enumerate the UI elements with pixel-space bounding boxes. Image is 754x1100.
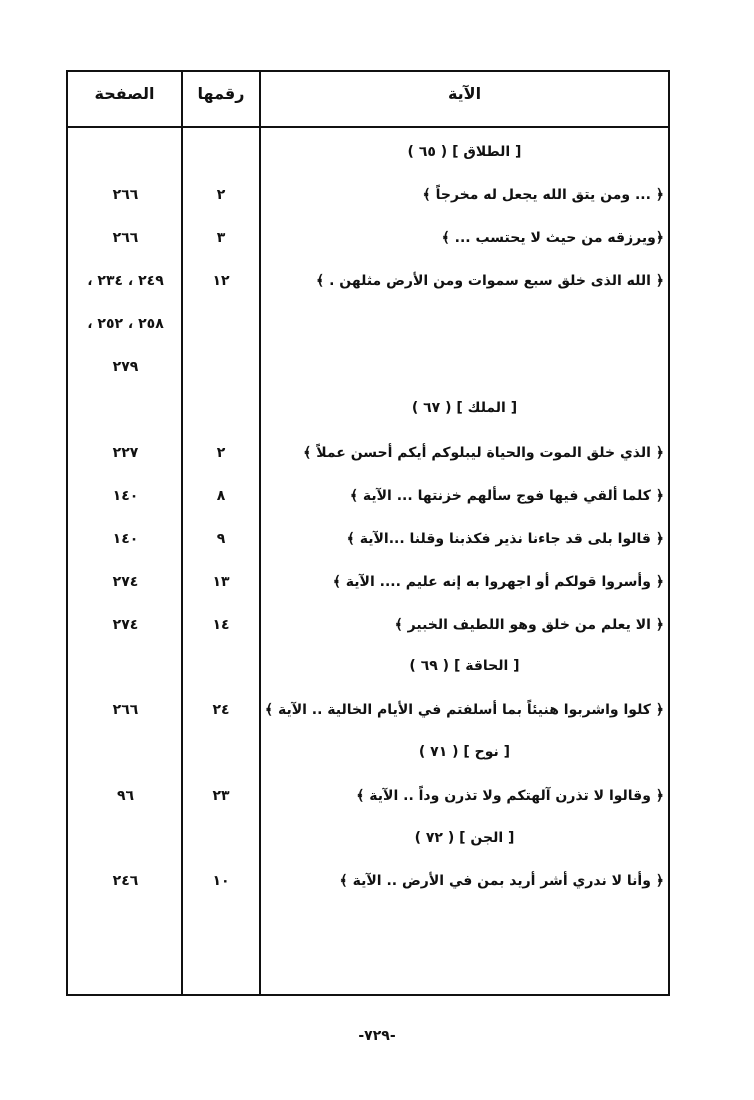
page-reference: ٩٦ xyxy=(116,788,135,804)
header-verse-number: رقمها xyxy=(197,84,245,103)
page-reference: ٢٧٤ xyxy=(112,574,139,590)
verse-text: ﴿ كلوا واشربوا هنيئاً بما أسلفتم في الأيام الخالية .. الآية ﴾ xyxy=(264,702,664,718)
verse-text: ﴿ الذي خلق الموت والحياة ليبلوكم أيكم أحسن عملاً ﴾ xyxy=(303,445,664,461)
verse-number: ٣ xyxy=(216,230,226,246)
surah-heading: [ الحاقة ] ( ٦٩ ) xyxy=(409,658,520,674)
verse-number: ٢ xyxy=(216,445,226,461)
page-reference: ٢٧٤ xyxy=(112,617,139,633)
page-number: -٧٢٩- xyxy=(358,1028,396,1044)
verse-number: ١٠ xyxy=(212,873,230,889)
page-reference: ٢٤٦ xyxy=(112,873,139,889)
verse-text: ﴿ الا يعلم من خلق وهو اللطيف الخبير ﴾ xyxy=(394,617,664,633)
page-reference: ١٤٠ xyxy=(112,488,139,504)
header-verse: الآية xyxy=(447,84,482,103)
page-reference: ٢٧٩ xyxy=(112,359,139,375)
verse-text: ﴿ وأنا لا ندري أشر أريد بمن في الأرض .. الآية ﴾ xyxy=(339,873,664,889)
verse-text: ﴿ويرزقه من حيث لا يحتسب ... ﴾ xyxy=(441,230,664,246)
verse-number: ٢٤ xyxy=(212,702,230,718)
verse-number: ٢ xyxy=(216,187,226,203)
page-reference: ٢٢٧ xyxy=(112,445,139,461)
surah-heading: [ الجن ] ( ٧٢ ) xyxy=(414,830,515,846)
surah-heading: [ نوح ] ( ٧١ ) xyxy=(418,744,511,760)
surah-heading: [ الطلاق ] ( ٦٥ ) xyxy=(407,144,522,160)
verse-number: ١٣ xyxy=(212,574,230,590)
verse-number: ٩ xyxy=(216,531,226,547)
table-body xyxy=(68,72,672,994)
surah-heading: [ الملك ] ( ٦٧ ) xyxy=(411,400,518,416)
page-reference: ٢٦٦ xyxy=(112,230,139,246)
page-reference: ٢٤٩ ، ٢٣٤ ، xyxy=(87,273,164,289)
verse-text: ﴿ وقالوا لا تذرن آلهتكم ولا تذرن وداً .. الآية ﴾ xyxy=(356,788,664,804)
verse-number: ١٢ xyxy=(212,273,230,289)
verse-text: ﴿ قالوا بلى قد جاءنا نذير فكذبنا وقلنا ...الآية ﴾ xyxy=(346,531,664,547)
page-reference: ٢٦٦ xyxy=(112,702,139,718)
page-reference: ٢٦٦ xyxy=(112,187,139,203)
page-reference: ٢٥٨ ، ٢٥٢ ، xyxy=(87,316,164,332)
verse-text: ﴿ وأسروا قولكم أو اجهروا به إنه عليم .... الآية ﴾ xyxy=(332,574,664,590)
page-reference: ١٤٠ xyxy=(112,531,139,547)
verse-number: ٨ xyxy=(216,488,226,504)
verse-number: ٢٣ xyxy=(212,788,230,804)
index-table xyxy=(66,70,670,996)
verse-text: ﴿ ... ومن يتق الله يجعل له مخرجاً ﴾ xyxy=(422,187,664,203)
verse-text: ﴿ كلما ألقي فيها فوج سألهم خزنتها ... الآية ﴾ xyxy=(349,488,664,504)
verse-text: ﴿ الله الذى خلق سبع سموات ومن الأرض مثلهن . ﴾ xyxy=(316,273,664,289)
header-page: الصفحة xyxy=(94,84,155,103)
verse-number: ١٤ xyxy=(212,617,230,633)
